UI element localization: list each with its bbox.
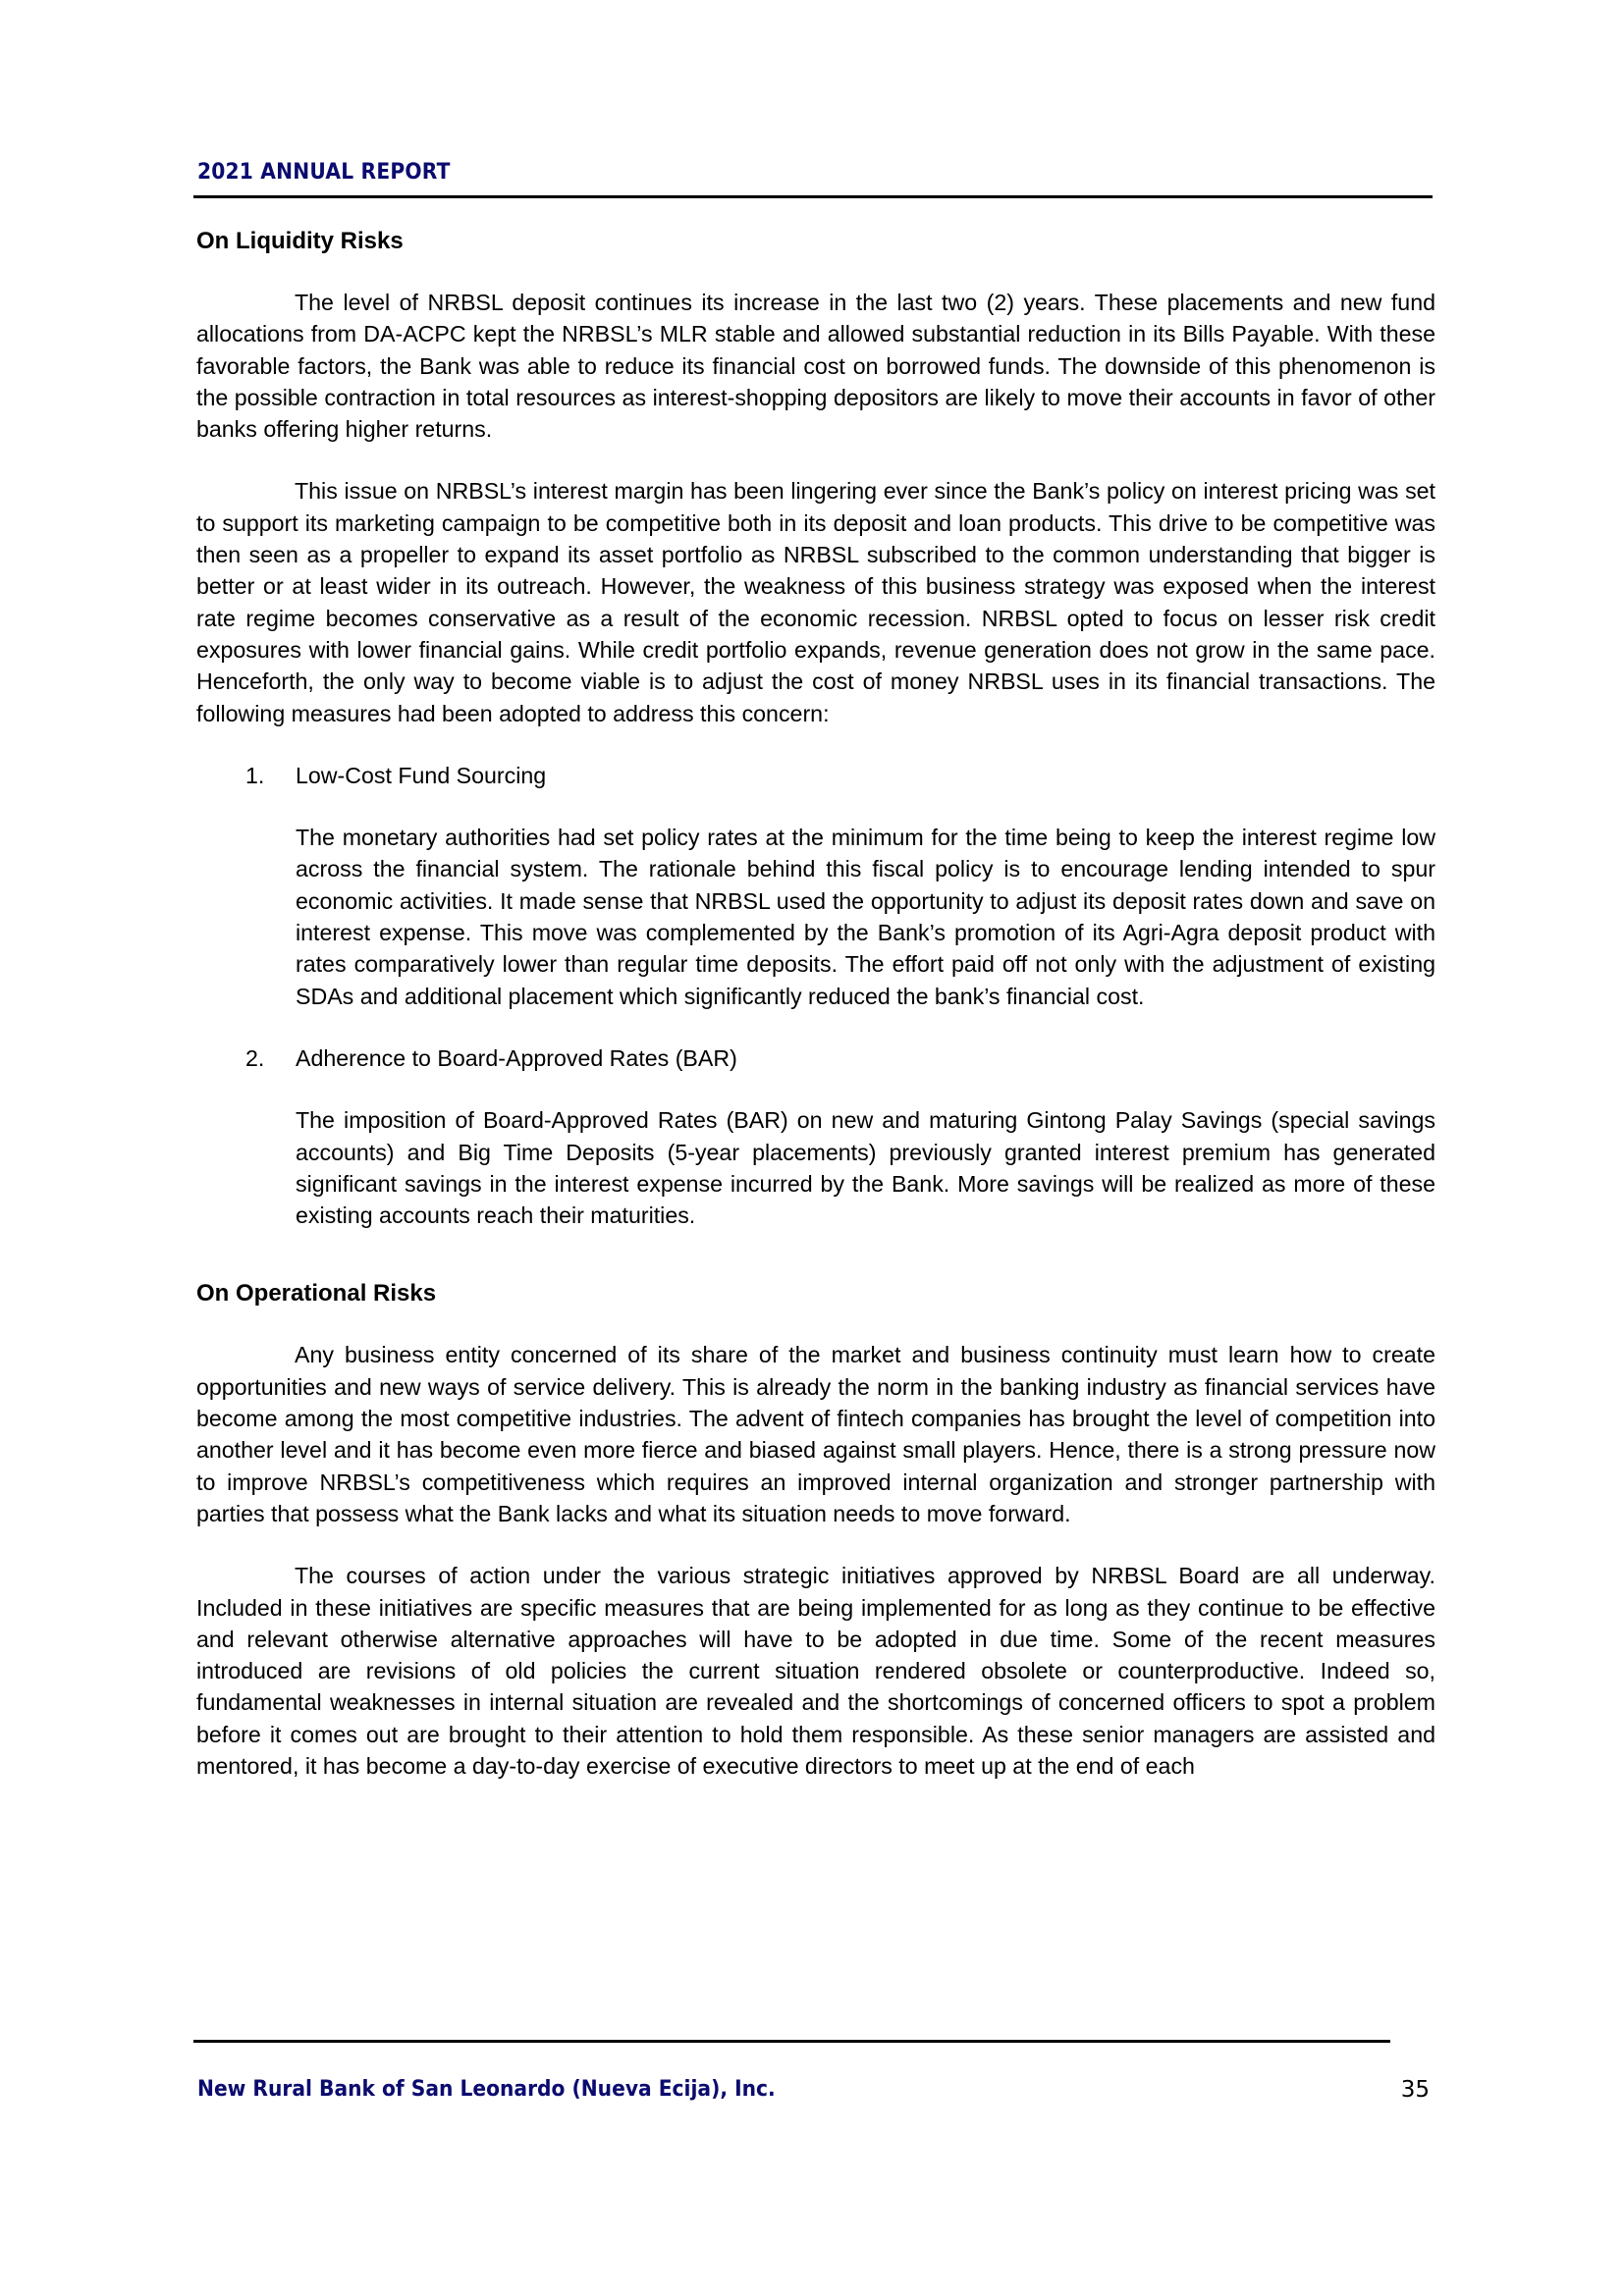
paragraph: The courses of action under the various strategic initiatives approved by NRBSL Board are all underway. Included in these initiatives are specific measures that are being implemented for as long as they continue to be effective and relevant otherwise alternative approaches will have to be adopted in due time. Some of the recent measures introduced are revisions of old policies the current situation rendered obsolete or counterproductive. Indeed so, fundamental weaknesses in internal situation are revealed and the shortcomings of concerned officers to spot a problem before it comes out are brought to their attention to hold them responsible. As these senior managers are assisted and mentored, it has become a day-to-day exercise of executive directors to meet up at the end of each xyxy=(196,1563,1435,1779)
list-item-title: Low-Cost Fund Sourcing xyxy=(296,762,547,788)
section-heading: On Operational Risks xyxy=(196,1280,437,1308)
paragraph: The level of NRBSL deposit continues its increase in the last two (2) years. These placements and new fund allocations from DA-ACPC kept the NRBSL’s MLR stable and allowed substantial reduction in its Bills Payable. With these favorable factors, the Bank was able to reduce its financial cost on borrowed funds. The downside of this phenomenon is the possible contraction in total resources as interest-shopping depositors are likely to move their accounts in favor of other banks offering higher returns. xyxy=(196,290,1435,443)
header-divider xyxy=(193,195,1433,198)
section-liquidity-risks xyxy=(196,226,1435,1231)
numbered-list-item xyxy=(196,1042,1435,1231)
page-number: 35 xyxy=(1400,2077,1430,2103)
section-operational-risks xyxy=(196,1278,1435,1782)
paragraph: Any business entity concerned of its share of the market and business continuity must learn how to create opportunities and new ways of service delivery. This is already the norm in the banking industry as financial services have become among the most competitive industries. The advent of fintech companies has brought the level of competition into another level and it has become even more fierce and biased against small players. Hence, there is a strong pressure now to improve NRBSL’s competitiveness which requires an improved internal organization and stronger partnership with parties that possess what the Bank lacks and what its situation needs to move forward. xyxy=(196,1342,1435,1526)
list-item-body: The imposition of Board-Approved Rates (BAR) on new and maturing Gintong Palay Savings (special savings accounts) and Big Time Deposits (5-year placements) previously granted interest premium has generated significant savings in the interest expense incurred by the Bank. More savings will be realized as more of these existing accounts reach their maturities. xyxy=(296,1107,1435,1229)
paragraph: This issue on NRBSL’s interest margin has been lingering ever since the Bank’s policy on interest pricing was set to support its marketing campaign to be competitive both in its deposit and loan products. This drive to be competitive was then seen as a propeller to expand its asset portfolio as NRBSL subscribed to the common understanding that bigger is better or at least wider in its outreach. However, the weakness of this business strategy was exposed when the interest rate regime becomes conservative as a result of the economic recession. NRBSL opted to focus on lesser risk credit exposures with lower financial gains. While credit portfolio expands, revenue generation does not grow in the same pace. Henceforth, the only way to become viable is to adjust the cost of money NRBSL uses in its financial transactions. The following measures had been adopted to address this concern: xyxy=(196,478,1435,726)
page-content xyxy=(196,226,1435,1782)
numbered-list-item xyxy=(196,760,1435,1012)
list-number: 1. xyxy=(245,762,265,788)
running-header-title: 2021 ANNUAL REPORT xyxy=(197,160,451,185)
footer-divider xyxy=(193,2040,1390,2043)
footer-organization-name: New Rural Bank of San Leonardo (Nueva Ecija), Inc. xyxy=(197,2077,776,2102)
list-item-title: Adherence to Board-Approved Rates (BAR) xyxy=(296,1044,737,1071)
section-heading: On Liquidity Risks xyxy=(196,228,404,254)
list-number: 2. xyxy=(245,1044,265,1071)
list-item-body: The monetary authorities had set policy rates at the minimum for the time being to keep the interest regime low across the financial system. The rationale behind this fiscal policy is to encourage lending intended to spur economic activities. It made sense that NRBSL used the opportunity to adjust its deposit rates down and save on interest expense. This move was complemented by the Bank’s promotion of its Agri-Agra deposit product with rates comparatively lower than regular time deposits. The effort paid off not only with the adjustment of existing SDAs and additional placement which significantly reduced the bank’s financial cost. xyxy=(296,825,1435,1009)
